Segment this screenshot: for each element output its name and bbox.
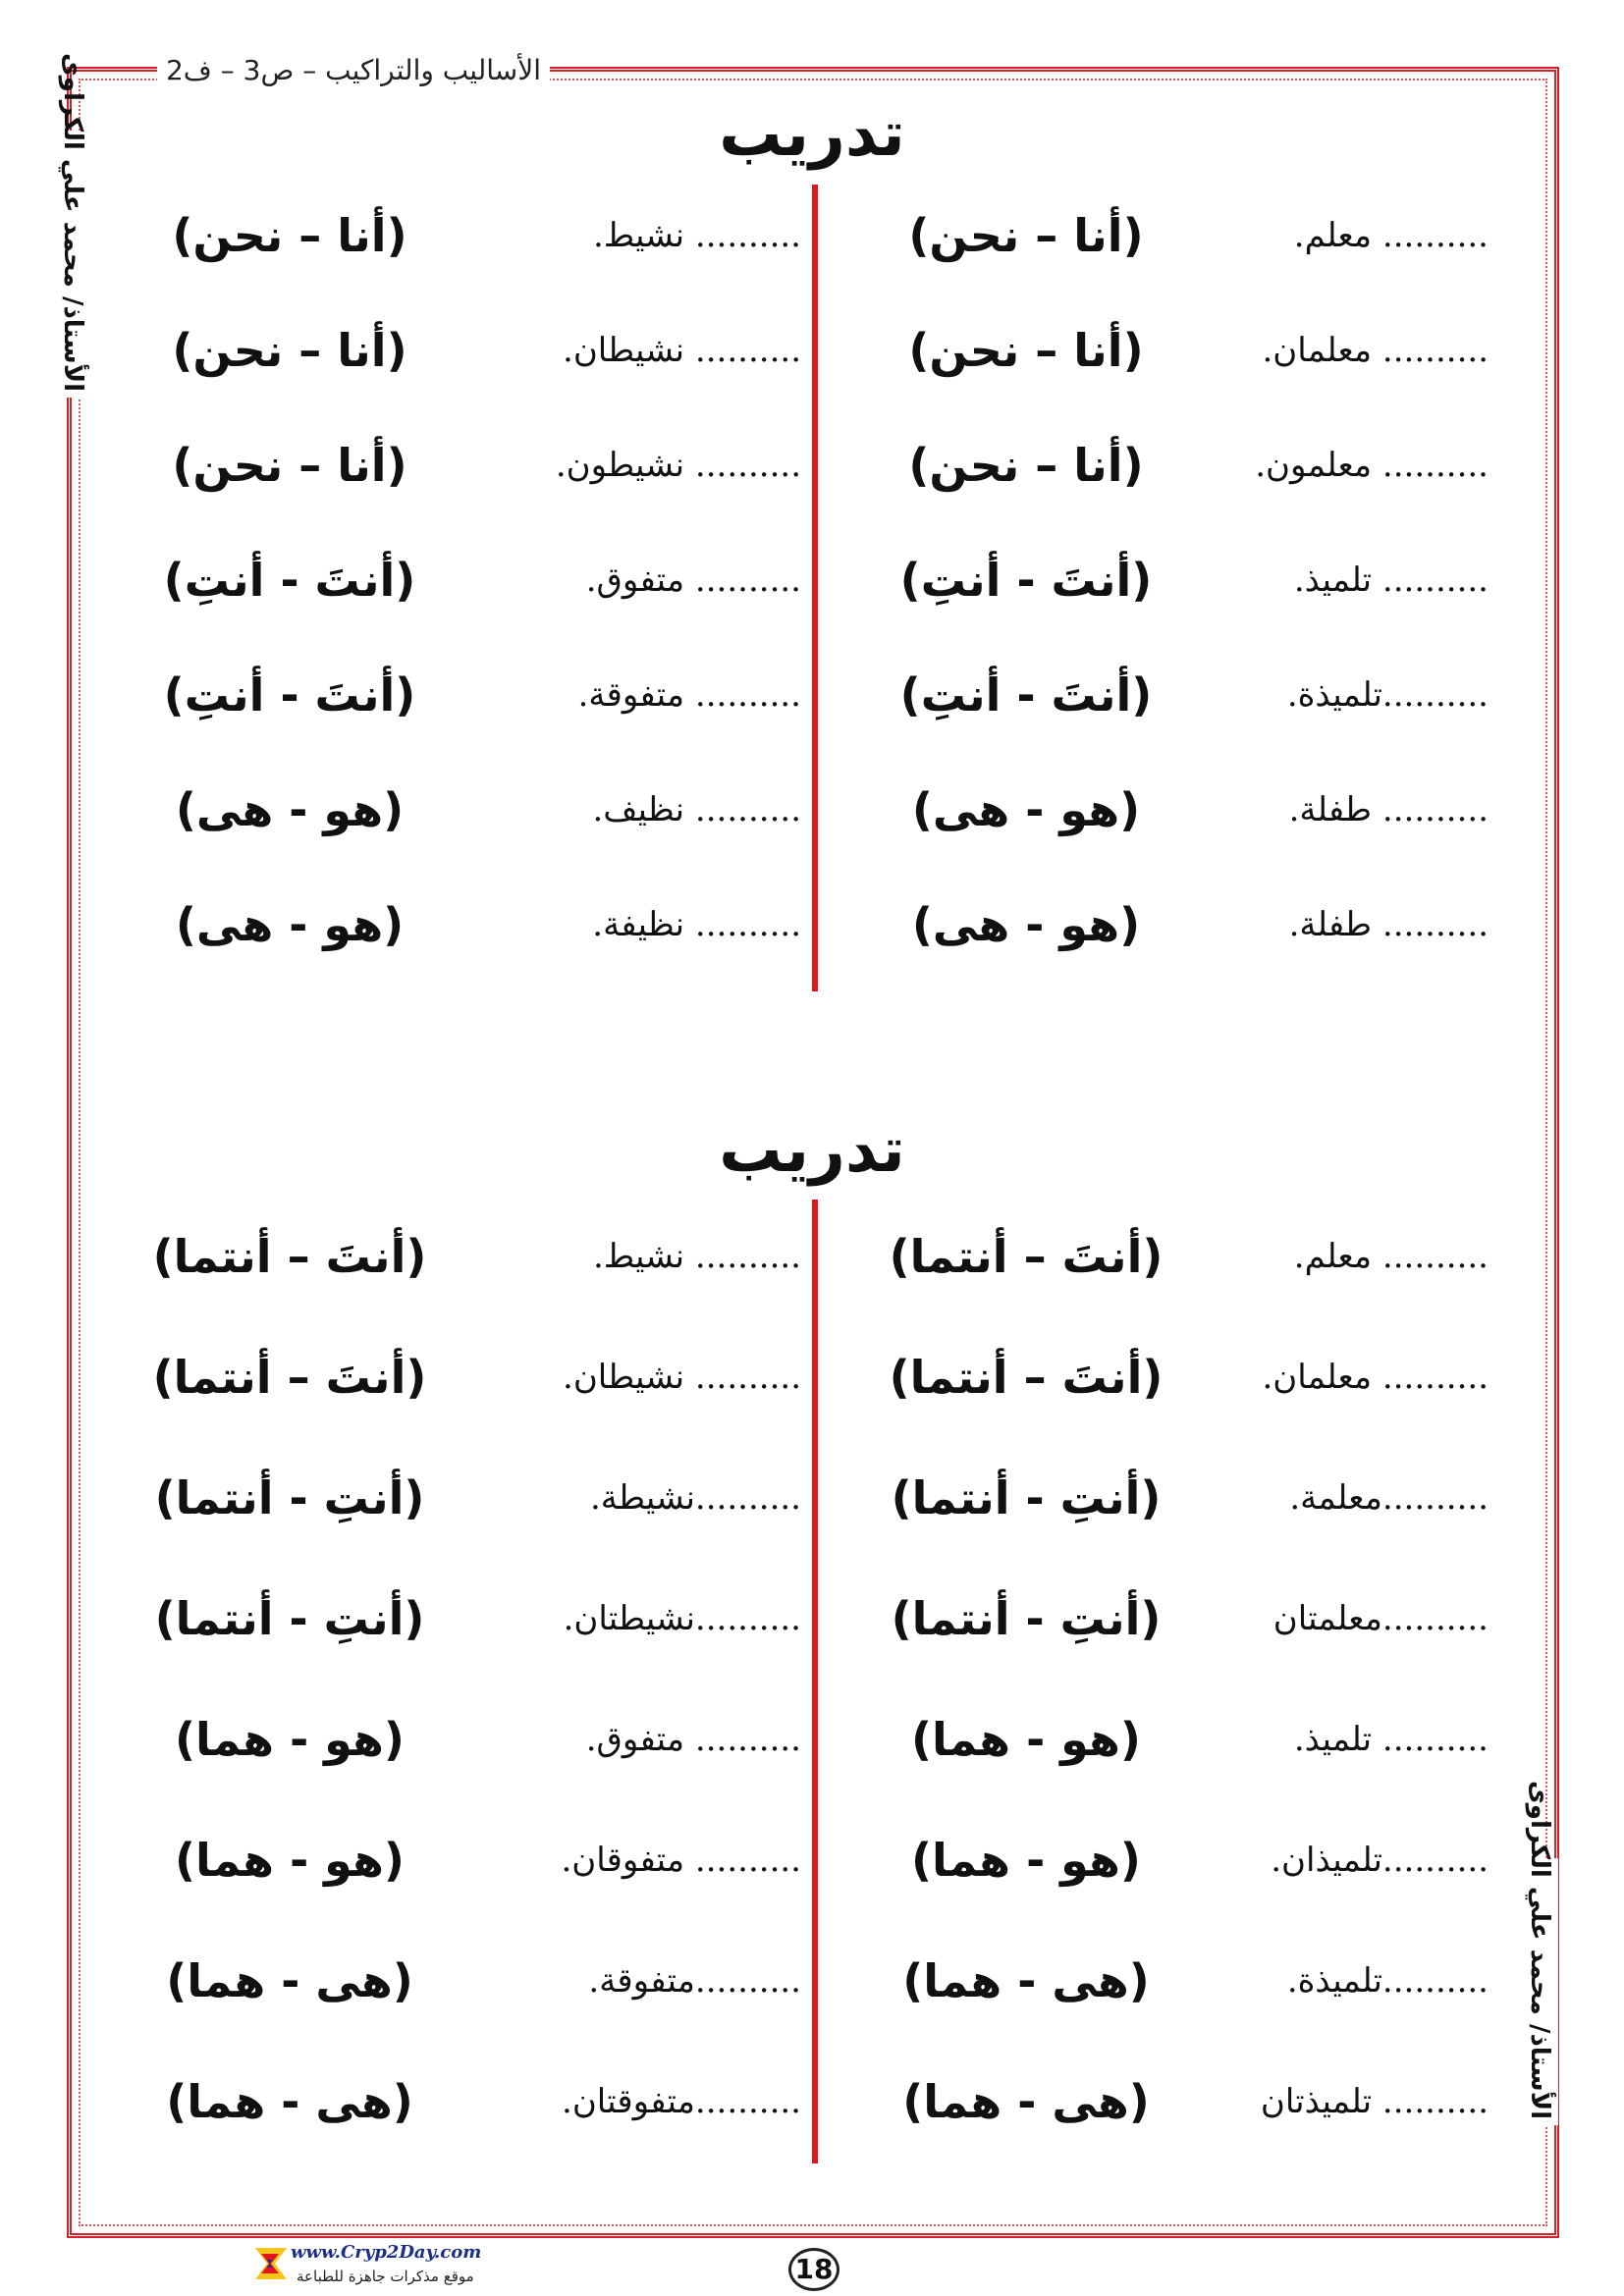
exercise-choice: (هو - هما) (175, 1834, 405, 1887)
exercise-word: .......... متفوقة. (577, 675, 801, 715)
section2-title: تدريب (719, 1114, 905, 1187)
exercise-word: ..........معلمتان (1272, 1599, 1489, 1638)
exercise-word: .......... تلميذ. (1293, 1720, 1489, 1759)
section2-divider (812, 1200, 818, 2163)
exercise-choice: (هو - هى) (175, 783, 405, 836)
exercise-choice: (أنتَ - أنتِ) (163, 668, 416, 721)
exercise-word: ..........متفوقة. (588, 1961, 801, 2001)
exercise-choice: (هو - هما) (911, 1834, 1141, 1887)
exercise-word: .......... تلميذتان (1260, 2082, 1489, 2121)
exercise-word: .......... نشيط. (592, 1237, 801, 1276)
author-vertical-right: الأستاذ/ محمد علي الكراوى (1521, 1858, 1558, 2125)
exercise-word: ..........تلميذة. (1286, 1961, 1489, 2001)
exercise-word: .......... نشيطون. (555, 446, 801, 485)
exercise-choice: (أنتِ - أنتما) (154, 1592, 425, 1645)
site-logo[interactable] (253, 2240, 482, 2293)
exercise-choice: (هو - هى) (911, 783, 1141, 836)
exercise-choice: (هى - هما) (166, 2075, 413, 2128)
exercise-choice: (أنتِ - أنتما) (891, 1592, 1162, 1645)
exercise-word: .......... نشيطان. (563, 1358, 801, 1397)
exercise-word: ..........متفوقتان. (562, 2082, 801, 2121)
exercise-choice: (أنتِ - أنتما) (891, 1471, 1162, 1524)
exercise-word: .......... معلمان. (1262, 1358, 1489, 1397)
author-vertical-left: الأستاذ/ محمد علي الكراوى (54, 131, 91, 398)
exercise-choice: (أنا – نحن) (172, 439, 407, 492)
exercise-choice: (أنتَ – أنتما) (152, 1351, 427, 1404)
header-title: الأساليب والتراكيب – ص3 – ف2 (157, 51, 550, 90)
exercise-choice: (أنتَ – أنتما) (152, 1230, 427, 1283)
logo-arrow-icon (253, 2244, 289, 2283)
exercise-word: .......... معلم. (1293, 1237, 1489, 1276)
exercise-choice: (أنا – نحن) (908, 324, 1144, 377)
exercise-word: ..........تلميذة. (1286, 675, 1489, 715)
exercise-choice: (هو - هى) (911, 898, 1141, 951)
exercise-choice: (هو - هى) (175, 898, 405, 951)
exercise-choice: (هو - هما) (911, 1713, 1141, 1766)
exercise-choice: (أنتَ - أنتِ) (899, 554, 1153, 607)
exercise-choice: (أنتَ - أنتِ) (899, 668, 1153, 721)
exercise-word: .......... نشيطان. (563, 331, 801, 370)
exercise-word: ..........معلمة. (1289, 1478, 1489, 1518)
exercise-word: .......... معلمون. (1255, 446, 1489, 485)
exercise-choice: (هى - هما) (902, 1954, 1150, 2007)
exercise-word: ..........تلميذان. (1271, 1841, 1489, 1880)
section1-title: تدريب (719, 98, 905, 171)
logo-url: www.Cryp2Day.com (291, 2242, 482, 2263)
exercise-word: .......... طفلة. (1288, 905, 1489, 944)
exercise-choice: (أنتَ - أنتِ) (163, 554, 416, 607)
exercise-choice: (أنتِ - أنتما) (154, 1471, 425, 1524)
exercise-word: .......... نظيفة. (592, 905, 801, 944)
exercise-choice: (أنا – نحن) (908, 209, 1144, 262)
exercise-word: .......... متفوق. (585, 561, 801, 600)
exercise-choice: (أنتَ – أنتما) (889, 1230, 1164, 1283)
exercise-word: .......... متفوق. (585, 1720, 801, 1759)
exercise-word: .......... طفلة. (1288, 790, 1489, 829)
exercise-word: .......... متفوقان. (561, 1841, 801, 1880)
exercise-choice: (أنا – نحن) (172, 209, 407, 262)
exercise-choice: (هو - هما) (175, 1713, 405, 1766)
page-number: 18 (788, 2248, 839, 2291)
exercise-word: ..........نشيطة. (589, 1478, 801, 1518)
exercise-word: .......... معلمان. (1262, 331, 1489, 370)
section1-divider (812, 185, 818, 991)
exercise-word: ..........نشيطتان. (563, 1599, 801, 1638)
exercise-choice: (هى - هما) (902, 2075, 1150, 2128)
logo-subtitle: موقع مذكرات جاهزة للطباعة (297, 2268, 474, 2285)
exercise-choice: (أنا – نحن) (908, 439, 1144, 492)
exercise-word: .......... معلم. (1293, 216, 1489, 255)
exercise-choice: (أنا – نحن) (172, 324, 407, 377)
exercise-word: .......... نظيف. (592, 790, 801, 829)
exercise-choice: (هى - هما) (166, 1954, 413, 2007)
exercise-choice: (أنتَ – أنتما) (889, 1351, 1164, 1404)
exercise-word: .......... نشيط. (592, 216, 801, 255)
exercise-word: .......... تلميذ. (1293, 561, 1489, 600)
